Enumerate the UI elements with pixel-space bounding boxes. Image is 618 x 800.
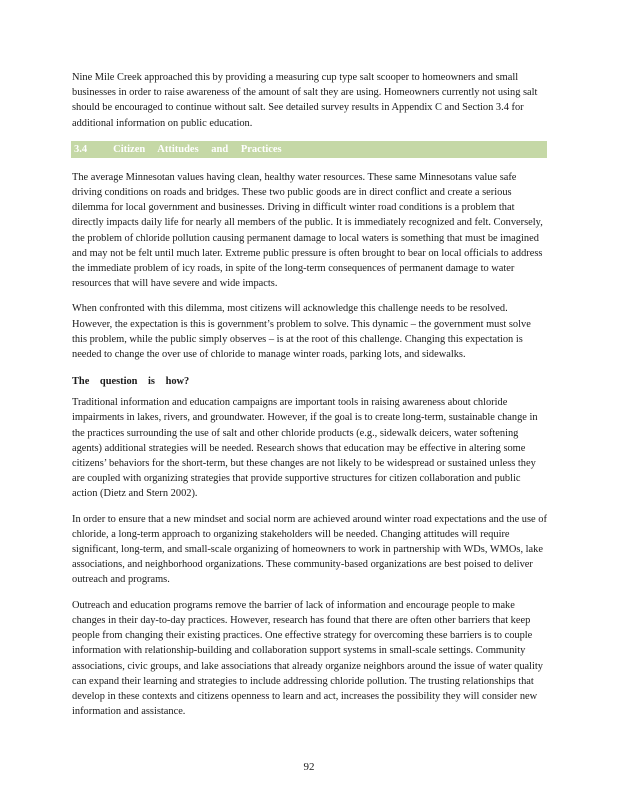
section-number: 3.4 <box>74 143 88 155</box>
document-body <box>72 70 548 729</box>
section-title: Citizen Attitudes and Practices <box>113 143 282 155</box>
paragraph-outreach-programs: Outreach and education programs remove the barrier of lack of information and encourage people to make changes in their day-to-day practices. However, research has found that there are often other barriers that keep people from changing their existing practices. One effective strategy for overcoming these barriers is to couple information with relationship-building and collaboration support systems in small-scale settings. Community associations, civic groups, and lake associations that already organize neighbors around the issue of water quality can expand their learning and strategies to include addressing chloride pollution. The trusting relationships that develop in these contexts and citizens openness to learn and act, increases the possibility they will consider new information and assistance. <box>72 599 544 718</box>
paragraph-dilemma: When confronted with this dilemma, most citizens will acknowledge this challenge needs to be resolved. However, the expectation is this is government’s problem to solve. This dynamic – the government must solve this problem, while the public simply observes – is at the root of this challenge. Changing this expectation is needed to change the over use of chloride to manage winter roads, parking lots, and sidewalks. <box>72 303 531 361</box>
paragraph-minnesotan-values: The average Minnesotan values having clean, healthy water resources. These same Minnesotans value safe driving conditions on roads and bridges. These two public goods are in direct conflict and create a serious dilemma for local government and businesses. Driving in difficult winter road conditions is a problem that directly impacts daily life for nearly all members of the public. It is immediately recognized and felt. Conversely, the problem of chloride pollution causing permanent damage to local waters is something that must be imagined and may not be felt until much later. Extreme public pressure is often brought to bear on local officials to address the immediate problem of icy roads, in spite of the long-term consequences of permanent damage to water resources that will have severe and wide impacts. <box>72 171 543 290</box>
page-number: 92 <box>303 761 315 773</box>
paragraph-traditional-campaigns: Traditional information and education campaigns are important tools in raising awareness about chloride impairments in lakes, rivers, and groundwater. However, if the goal is to create long-term, sustainable change in the practices surrounding the use of salt and other chloride products (e.g., sidewalk deicers, water softening agents) additional strategies will be needed. Research shows that education may be effective in altering some citizens’ behaviors for the short-term, but these changes are not likely to be widespread or sustained unless they are coupled with organizing strategies that provide supportive structures for citizen collaboration and public action (Dietz and Stern 2002). <box>72 397 538 500</box>
intro-paragraph: Nine Mile Creek approached this by providing a measuring cup type salt scooper to homeowners and small businesses in order to raise awareness of the amount of salt they are using. Homeowners currently not using salt should be encouraged to continue without salt. See detailed survey results in Appendix C and Section 3.4 for additional information on public education. <box>72 72 538 129</box>
section-header <box>71 141 547 158</box>
paragraph-new-mindset: In order to ensure that a new mindset and social norm are achieved around winter road expectations and the use of chloride, a long-term approach to organizing stakeholders will be needed. Changing attitudes will require significant, long-term, and small-scale organizing of homeowners to work in partnership with WDs, WMOs, lake associations, and neighborhood organizations. These community-based organizations are best poised to deliver outreach and programs. <box>72 513 547 586</box>
subheading: The question is how? <box>72 376 190 388</box>
